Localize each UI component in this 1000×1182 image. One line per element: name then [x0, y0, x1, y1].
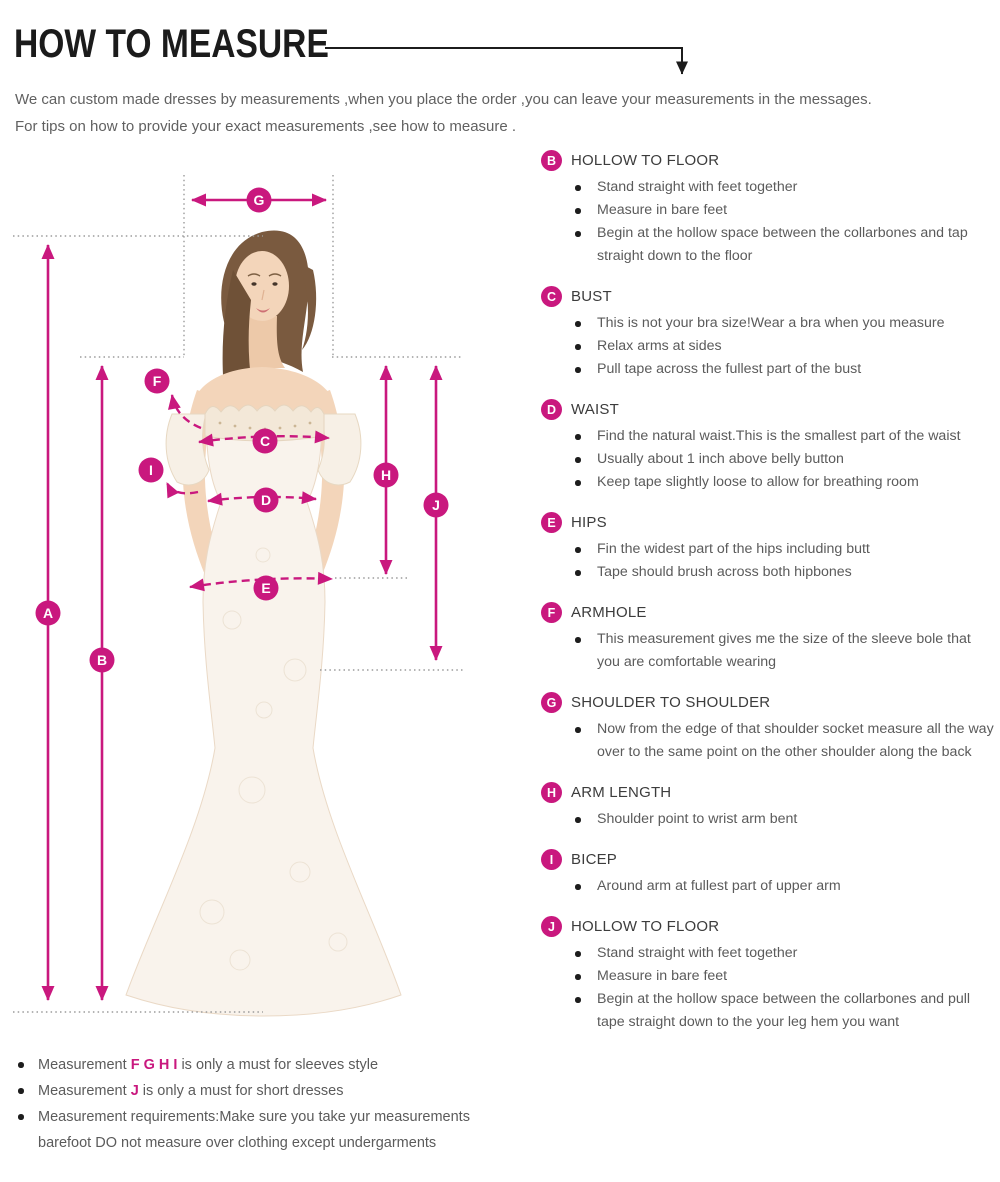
- letter-badge: E: [541, 512, 562, 533]
- measurement-diagram: [0, 150, 500, 1050]
- svg-text:I: I: [149, 462, 153, 478]
- page-title: HOW TO MEASURE: [14, 22, 329, 66]
- measure-b: [90, 366, 115, 1000]
- instruction-bullet: Usually about 1 inch above belly button: [571, 448, 997, 471]
- section-armhole: [541, 602, 1000, 674]
- section-title: ARM LENGTH: [571, 784, 672, 801]
- svg-text:B: B: [96, 652, 108, 668]
- instruction-bullet: Pull tape across the fullest part of the bust: [571, 358, 997, 381]
- svg-text:D: D: [260, 492, 272, 508]
- section-title: BUST: [571, 288, 612, 305]
- note-post: is only a must for short dresses: [138, 1083, 344, 1099]
- eye-right: [272, 282, 277, 285]
- instruction-bullet: Tape should brush across both hipbones: [571, 561, 997, 584]
- section-shoulder-to-shoulder: [541, 692, 1000, 764]
- instruction-bullet: Now from the edge of that shoulder socket measure all the way over to the same point on the other shoulder along the back: [571, 718, 997, 764]
- instruction-bullet: This is not your bra size!Wear a bra when you measure: [571, 312, 997, 335]
- section-waist: [541, 399, 1000, 494]
- section-title: HIPS: [571, 514, 607, 531]
- instruction-bullet: Measure in bare feet: [571, 199, 997, 222]
- svg-text:C: C: [259, 433, 271, 449]
- measure-j: [424, 366, 449, 660]
- section-title: WAIST: [571, 401, 619, 418]
- section-hollow-to-floor-b: [541, 150, 1000, 268]
- svg-text:H: H: [380, 467, 392, 483]
- instructions-column: [541, 150, 1000, 1052]
- svg-text:J: J: [432, 497, 440, 513]
- instruction-bullet: Fin the widest part of the hips including butt: [571, 538, 997, 561]
- instruction-bullet: Around arm at fullest part of upper arm: [571, 875, 997, 898]
- instruction-bullet: Shoulder point to wrist arm bent: [571, 808, 997, 831]
- letter-badge: I: [541, 849, 562, 870]
- measure-a: [36, 245, 61, 1000]
- note-post: is only a must for sleeves style: [177, 1057, 379, 1073]
- note-pre: Measurement: [38, 1057, 131, 1073]
- svg-text:G: G: [253, 192, 265, 208]
- intro-line-2: For tips on how to provide your exact measurements ,see how to measure .: [15, 118, 517, 135]
- note-pre: Measurement: [38, 1083, 131, 1099]
- model-figure: [126, 231, 401, 1016]
- svg-text:A: A: [42, 605, 54, 621]
- instruction-bullet: Stand straight with feet together: [571, 942, 997, 965]
- letter-badge: G: [541, 692, 562, 713]
- letter-badge: H: [541, 782, 562, 803]
- svg-text:E: E: [261, 580, 271, 596]
- note-letters: F G H I: [130, 1057, 178, 1073]
- measure-g: [192, 188, 326, 213]
- note-item: [18, 1104, 490, 1156]
- section-title: HOLLOW TO FLOOR: [571, 918, 720, 935]
- letter-badge: C: [541, 286, 562, 307]
- instruction-bullet: Keep tape slightly loose to allow for breathing room: [571, 471, 997, 494]
- instruction-bullet: Measure in bare feet: [571, 965, 997, 988]
- note-pre: Measurement requirements:Make sure you take yur measurements barefoot DO not measure over clothing except undergarments: [38, 1109, 470, 1151]
- note-letters: J: [130, 1083, 139, 1099]
- section-hips: [541, 512, 1000, 584]
- left-sleeve: [166, 414, 209, 485]
- eye-left: [251, 282, 256, 285]
- intro-line-1: We can custom made dresses by measurements ,when you place the order ,you can leave your measurements in the messages.: [15, 91, 872, 108]
- instruction-bullet: Begin at the hollow space between the collarbones and tap straight down to the floor: [571, 222, 997, 268]
- letter-badge: J: [541, 916, 562, 937]
- note-item: [18, 1078, 490, 1104]
- svg-text:F: F: [152, 373, 162, 389]
- section-hollow-to-floor-j: [541, 916, 1000, 1034]
- instruction-bullet: Begin at the hollow space between the collarbones and pull tape straight down to the your leg hem you want: [571, 988, 997, 1034]
- note-item: [18, 1052, 490, 1078]
- instruction-bullet: Find the natural waist.This is the smallest part of the waist: [571, 425, 997, 448]
- letter-badge: F: [541, 602, 562, 623]
- section-title: BICEP: [571, 851, 618, 868]
- section-title: HOLLOW TO FLOOR: [571, 152, 720, 169]
- section-title: SHOULDER TO SHOULDER: [571, 694, 771, 711]
- title-arrow-icon: [318, 30, 700, 90]
- intro-text: [15, 86, 965, 140]
- instruction-bullet: Stand straight with feet together: [571, 176, 997, 199]
- letter-badge: D: [541, 399, 562, 420]
- measurement-notes: [18, 1052, 496, 1156]
- letter-badge: B: [541, 150, 562, 171]
- section-title: ARMHOLE: [571, 604, 647, 621]
- section-bicep: [541, 849, 1000, 898]
- measure-h: [374, 366, 399, 574]
- instruction-bullet: This measurement gives me the size of the sleeve bole that you are comfortable wearing: [571, 628, 997, 674]
- section-bust: [541, 286, 1000, 381]
- section-arm-length: [541, 782, 1000, 831]
- instruction-bullet: Relax arms at sides: [571, 335, 997, 358]
